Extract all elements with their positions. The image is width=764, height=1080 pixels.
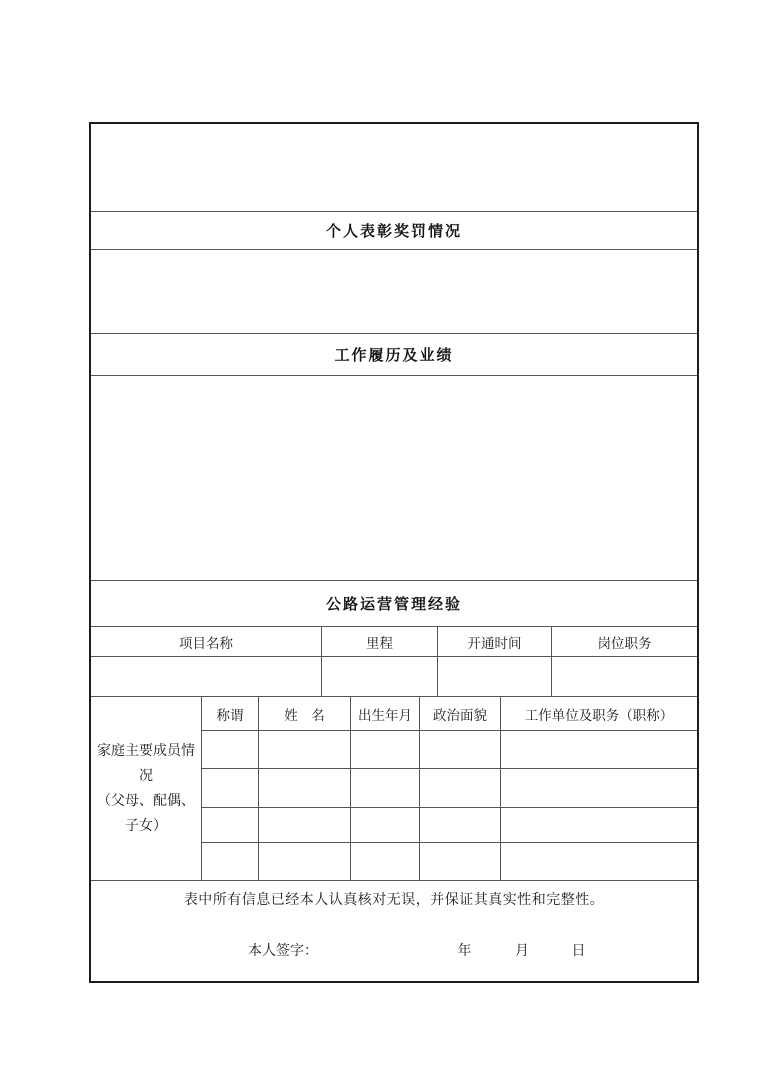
work-history-fill-area[interactable] — [91, 376, 697, 581]
family-cell-r3-name[interactable] — [258, 808, 350, 843]
date-year-label: 年 — [457, 944, 472, 959]
highway-col-opening-time: 开通时间 — [437, 627, 551, 657]
section-header-awards — [91, 212, 697, 250]
family-label-line3: 子女） — [125, 818, 167, 834]
family-cell-r3-birth-date[interactable] — [350, 808, 419, 843]
family-members-label — [91, 697, 202, 880]
top-empty-fill-area[interactable] — [91, 124, 697, 212]
date-day-label: 日 — [571, 944, 586, 959]
family-label-line2: （父母、配偶、 — [97, 793, 195, 809]
family-cell-r2-relation[interactable] — [202, 769, 258, 808]
family-cell-r1-work-unit[interactable] — [500, 731, 697, 769]
family-col-political-status: 政治面貌 — [419, 697, 500, 731]
signature-label: 本人签字： — [248, 944, 318, 959]
family-col-birth-date: 出生年月 — [350, 697, 419, 731]
highway-experience-table — [91, 627, 697, 697]
family-cell-r4-name[interactable] — [258, 843, 350, 880]
family-cell-r1-birth-date[interactable] — [350, 731, 419, 769]
family-cell-r4-political-status[interactable] — [419, 843, 500, 880]
highway-col-mileage: 里程 — [321, 627, 437, 657]
declaration-statement: 表中所有信息已经本人认真核对无误，并保证其真实性和完整性。 — [183, 893, 605, 908]
family-cell-r3-relation[interactable] — [202, 808, 258, 843]
family-members-section — [91, 697, 697, 881]
section-title-awards: 个人表彰奖罚情况 — [325, 224, 462, 240]
highway-col-position: 岗位职务 — [551, 627, 697, 657]
family-col-relation: 称谓 — [202, 697, 258, 731]
family-cell-r4-birth-date[interactable] — [350, 843, 419, 880]
highway-cell-project-name[interactable] — [91, 657, 321, 696]
highway-col-project-name: 项目名称 — [91, 627, 321, 657]
family-members-table — [202, 697, 697, 880]
family-cell-r1-political-status[interactable] — [419, 731, 500, 769]
date-month-label: 月 — [515, 944, 529, 959]
awards-fill-area[interactable] — [91, 250, 697, 334]
family-cell-r4-relation[interactable] — [202, 843, 258, 880]
family-cell-r3-political-status[interactable] — [419, 808, 500, 843]
highway-cell-mileage[interactable] — [321, 657, 437, 696]
section-title-highway-experience: 公路运营管理经验 — [325, 597, 462, 613]
section-header-work-history — [91, 334, 697, 376]
family-cell-r1-relation[interactable] — [202, 731, 258, 769]
family-cell-r2-birth-date[interactable] — [350, 769, 419, 808]
highway-cell-position[interactable] — [551, 657, 697, 696]
family-col-name: 姓 名 — [258, 697, 350, 731]
family-col-work-unit-position: 工作单位及职务（职称） — [500, 697, 697, 731]
highway-cell-opening-time[interactable] — [437, 657, 551, 696]
declaration-section — [91, 881, 697, 981]
family-cell-r2-name[interactable] — [258, 769, 350, 808]
signature-line — [248, 940, 697, 960]
family-cell-r3-work-unit[interactable] — [500, 808, 697, 843]
family-cell-r2-work-unit[interactable] — [500, 769, 697, 808]
section-title-work-history: 工作履历及业绩 — [334, 348, 454, 364]
family-cell-r1-name[interactable] — [258, 731, 350, 769]
family-cell-r2-political-status[interactable] — [419, 769, 500, 808]
family-cell-r4-work-unit[interactable] — [500, 843, 697, 880]
personnel-form-table — [89, 122, 699, 983]
family-label-line1: 家庭主要成员情况 — [97, 743, 195, 784]
section-header-highway-experience — [91, 581, 697, 627]
